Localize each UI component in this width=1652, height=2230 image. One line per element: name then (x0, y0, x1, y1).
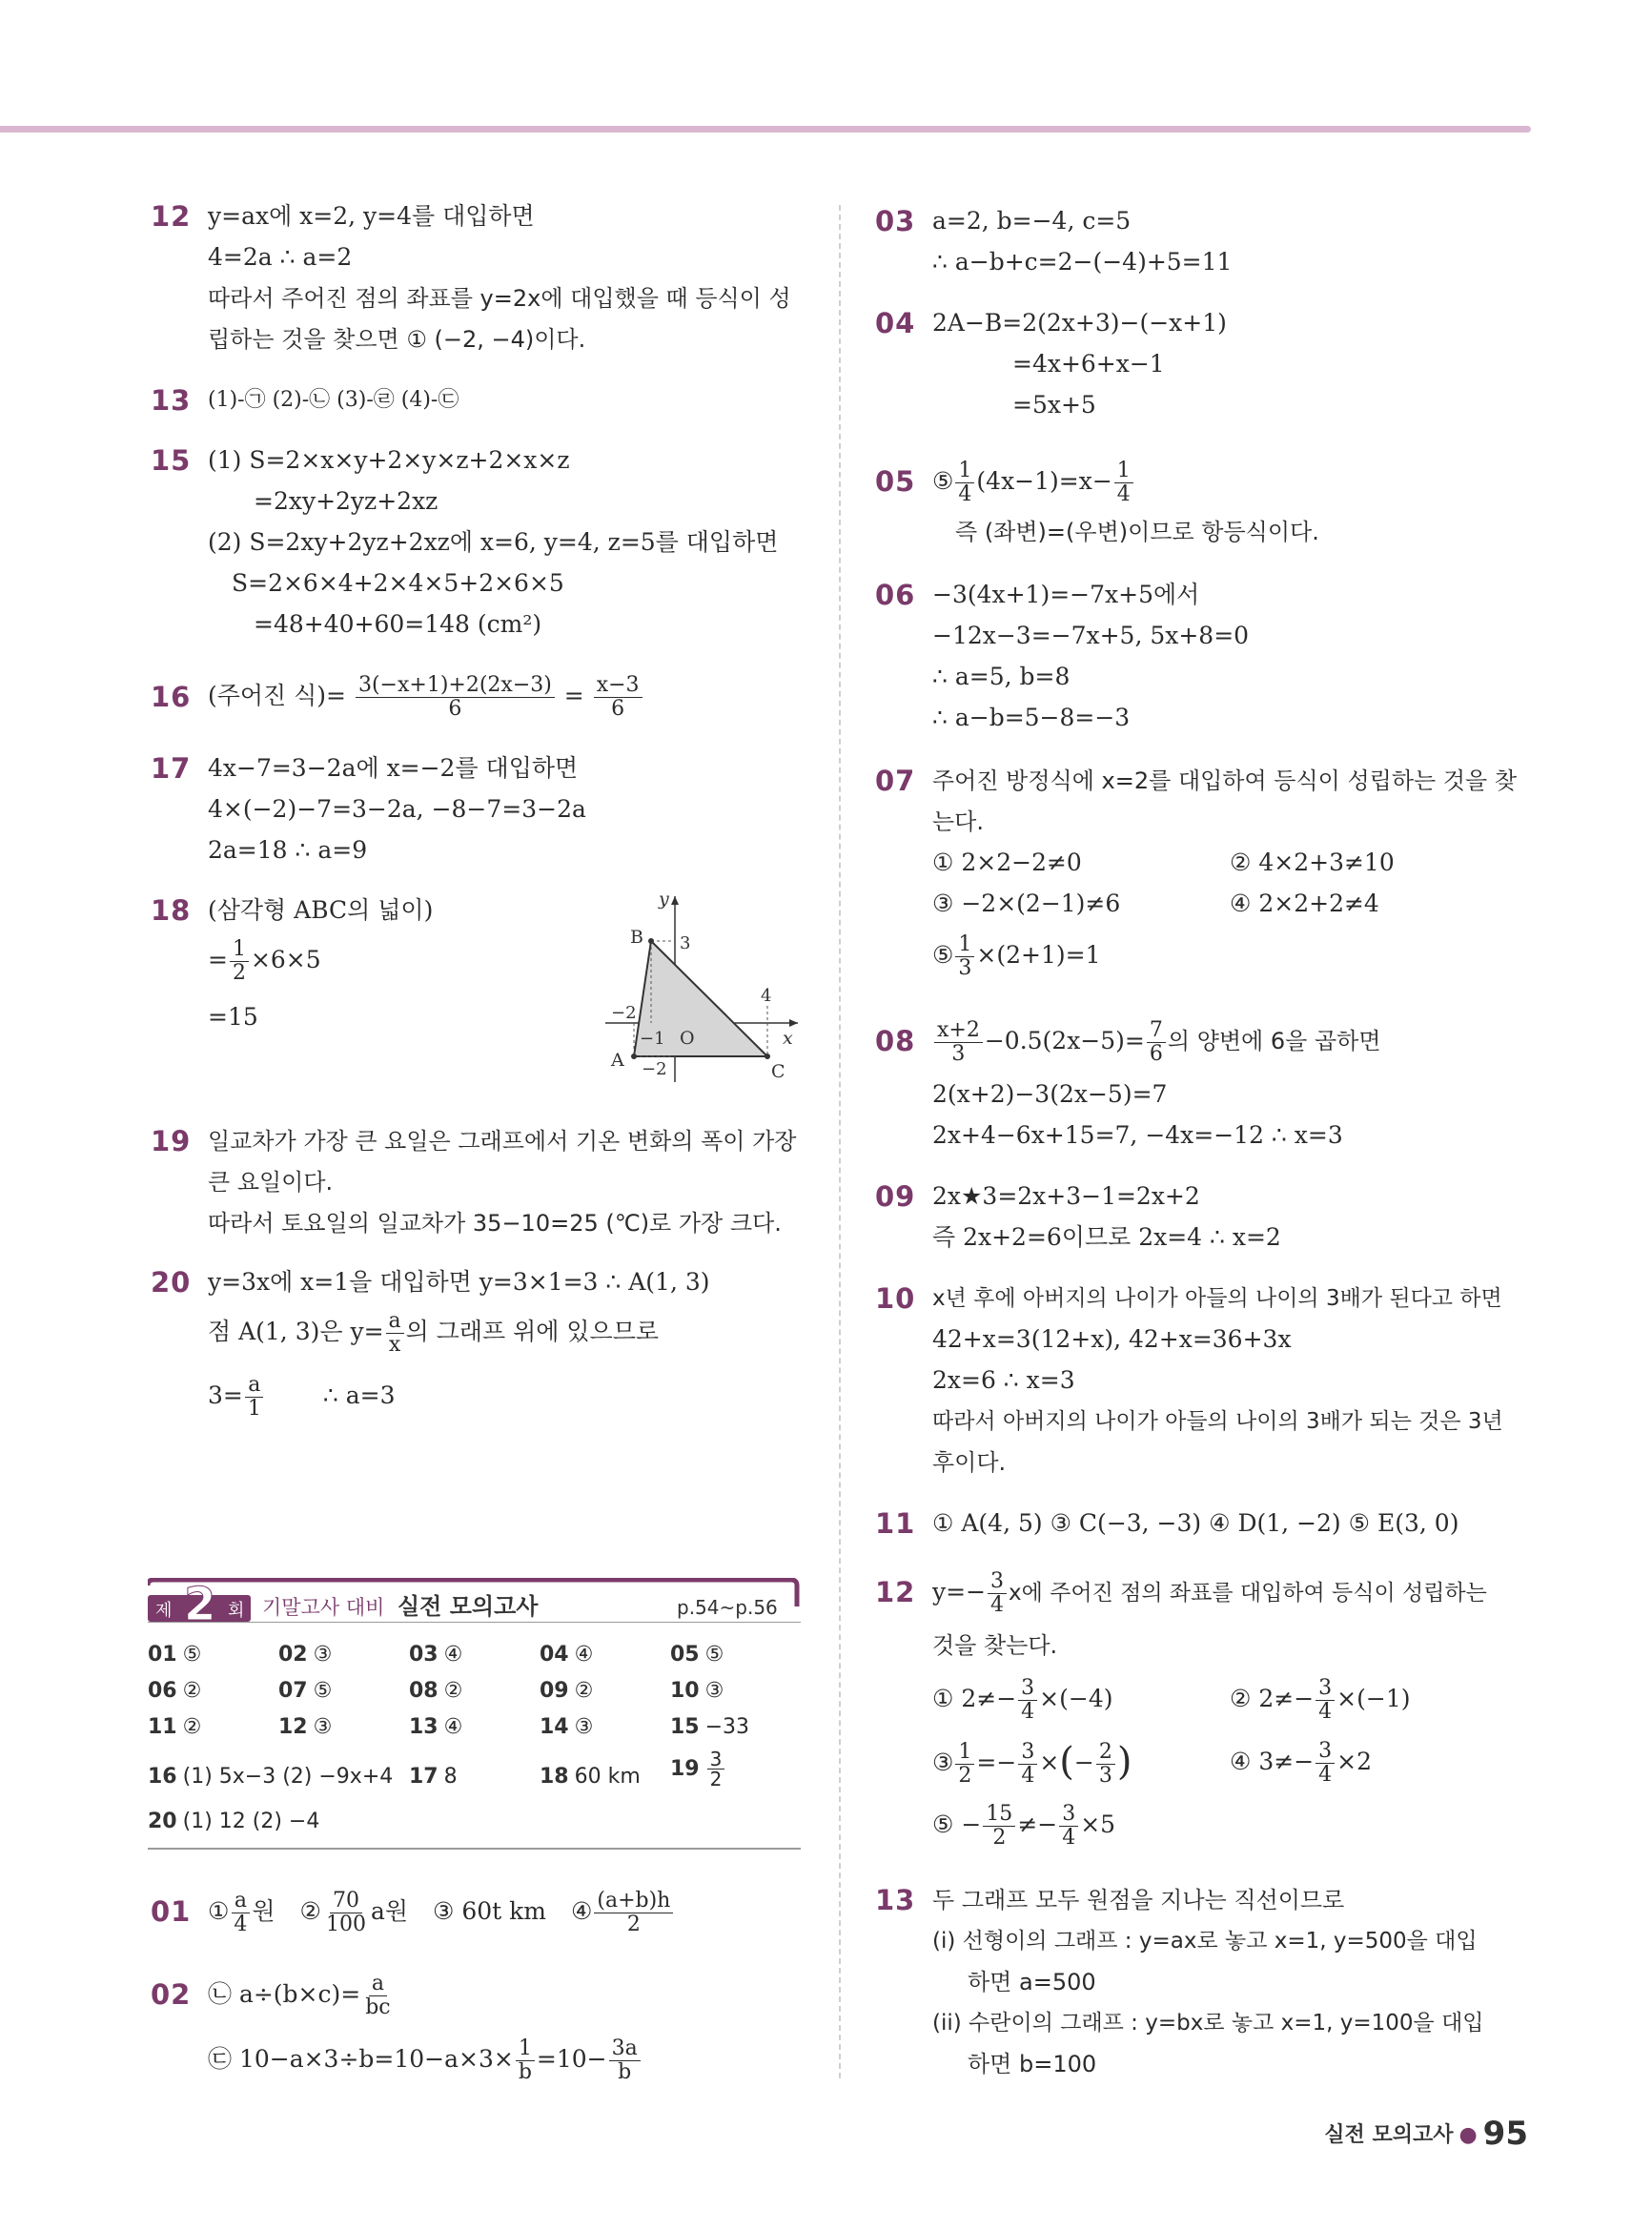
solution-line: ① A(4, 5) ③ C(−3, −3) ④ D(1, −2) ⑤ E(3, 0) (932, 1509, 1459, 1537)
solution-line: ∴ a=5, b=8 (932, 663, 1071, 690)
fraction: $\frac{1}{4}$ (1114, 460, 1133, 506)
fraction: $\frac{3}{4}$ (1315, 1740, 1335, 1787)
tick-label: 3 (680, 933, 691, 953)
fraction (230, 938, 249, 985)
choice: ③ −2×(2−1)≠6 (932, 890, 1121, 917)
solution-line: 따라서 토요일의 일교차가 35−10=25 (℃)로 가장 크다. (208, 1210, 782, 1237)
answer-item: 01 ⑤ (148, 1643, 202, 1667)
solution-line (208, 2031, 642, 2088)
fraction (594, 674, 642, 721)
text: ② (299, 1897, 321, 1925)
exam-title: 실전 모의고사 (398, 1593, 539, 1620)
problem-number: 18 (151, 894, 192, 927)
answer-item: 20 (1) 12 (2) −4 (148, 1810, 320, 1833)
paren-open: ( (1059, 1740, 1074, 1784)
fraction: $\frac{3a}{b}$ (609, 2037, 641, 2084)
triangle-graph (596, 891, 810, 1087)
answer-item: 08 ② (409, 1679, 463, 1703)
answer-item: 05 ⑤ (670, 1643, 724, 1667)
answer-item: 07 ⑤ (278, 1679, 333, 1703)
exam-pages: p.54~p.56 (677, 1596, 778, 1619)
solution-line: y=ax에 x=2, y=4를 대입하면 (208, 202, 535, 230)
text: 의 그래프 위에 있으므로 (405, 1318, 659, 1345)
choice: ① 2×2−2≠0 (932, 849, 1082, 876)
choice (1230, 1733, 1372, 1790)
fraction: $\frac{70}{100}$ (325, 1889, 366, 1936)
x-axis-label: x (783, 1028, 793, 1049)
solution-line: =48+40+60=148 (cm²) (254, 610, 542, 638)
fraction: $\frac{3}{4}$ (1018, 1741, 1037, 1788)
page-footer (1324, 2115, 1528, 2153)
solution-line: 하면 a=500 (968, 1969, 1096, 1995)
solution-line: 4×(−2)−7=3−2a, −8−7=3−2a (208, 795, 586, 823)
text: ∴ a=3 (322, 1381, 396, 1409)
choice: ④ 2×2+2≠4 (1230, 890, 1379, 917)
solution-line: 후이다. (932, 1449, 1007, 1476)
text: ㉡ a÷(b×c)= (208, 1980, 361, 2008)
problem-number: 12 (875, 1576, 916, 1608)
denominator: 6 (448, 697, 462, 721)
fraction: $\frac{a}{bc}$ (365, 1972, 391, 2019)
answer-item: 17 8 (409, 1765, 458, 1789)
denominator: 6 (611, 697, 625, 721)
problem-number: 19 (151, 1125, 192, 1157)
text: ×(−1) (1336, 1685, 1411, 1712)
text: =10− (536, 2045, 607, 2073)
solution-line: 는다. (932, 808, 984, 835)
solution-line: 따라서 주어진 점의 좌표를 y=2x에 대입했을 때 등식이 성 (208, 285, 791, 312)
fraction (245, 1374, 264, 1421)
fraction: $\frac{1}{2}$ (955, 1741, 974, 1788)
y-axis-arrow-icon (671, 896, 679, 905)
fraction (386, 1310, 404, 1357)
text: ×(2+1)=1 (976, 941, 1101, 969)
text: ×5 (1080, 1811, 1116, 1838)
paren-close: ) (1116, 1740, 1132, 1784)
solution-line: 2a=18 ∴ a=9 (208, 836, 368, 864)
problem-number: 07 (875, 765, 916, 797)
solution-line: 즉 (좌변)=(우변)이므로 항등식이다. (955, 519, 1319, 545)
solution-line: 것을 찾는다. (932, 1632, 1058, 1659)
fraction: $\frac{1}{3}$ (955, 933, 974, 980)
problem-number: 06 (875, 579, 916, 611)
solution-line: ∴ a−b+c=2−(−4)+5=11 (932, 248, 1233, 276)
round-number: 2 (184, 1578, 216, 1622)
solution-line (208, 932, 321, 988)
exam-subtitle: 기말고사 대비 (262, 1596, 385, 1619)
text: − (1073, 1749, 1094, 1776)
solution-line (208, 1883, 675, 1940)
solution-line: a=2, b=−4, c=5 (932, 207, 1132, 235)
solution-line: 42+x=3(12+x), 42+x=36+3x (932, 1325, 1292, 1353)
text: x에 주어진 점의 좌표를 대입하여 등식이 성립하는 (1009, 1581, 1487, 1606)
fraction: $\frac{x+2}{3}$ (934, 1019, 983, 1066)
text: 원 (252, 1897, 275, 1925)
solution-line: =5x+5 (1012, 391, 1096, 419)
answer-item: 12 ③ (278, 1715, 333, 1739)
footer-title: 실전 모의고사 (1324, 2123, 1454, 2147)
fraction: $\frac{1}{b}$ (516, 2037, 535, 2084)
divider (148, 1622, 801, 1623)
text: ⑤ (932, 467, 954, 495)
solution-line: 2A−B=2(2x+3)−(−x+1) (932, 309, 1227, 337)
page-number: 95 (1482, 2115, 1528, 2153)
solution-line: (삼각형 ABC의 넓이) (208, 896, 434, 924)
solution-line: 2(x+2)−3(2x−5)=7 (932, 1080, 1168, 1108)
fraction: $\frac{2}{3}$ (1096, 1741, 1115, 1788)
text: 의 양변에 6을 곱하면 (1167, 1028, 1381, 1054)
problem-number: 12 (151, 200, 192, 233)
text: ⑤ (932, 941, 954, 969)
solution-line (208, 1304, 659, 1360)
text: a원 (370, 1897, 409, 1925)
solution-line: x년 후에 아버지의 나이가 아들의 나이의 3배가 된다고 하면 (932, 1286, 1502, 1311)
numerator: x−3 (594, 674, 642, 698)
round-label: 제 (155, 1601, 173, 1621)
problem-number: 04 (875, 307, 916, 339)
text: ㉢ 10−a×3÷b=10−a×3× (208, 2045, 514, 2073)
point-label-c: C (771, 1061, 785, 1082)
solution-line: 2x★3=2x+3−1=2x+2 (932, 1182, 1200, 1210)
solution-line: −3(4x+1)=−7x+5에서 (932, 581, 1200, 608)
fraction: $\frac{a}{4}$ (231, 1890, 250, 1936)
answer-item: 13 ④ (409, 1715, 463, 1739)
solution-line (932, 1013, 1381, 1070)
fraction: $\frac{7}{6}$ (1147, 1019, 1166, 1066)
numerator: a (245, 1374, 263, 1398)
x-axis-arrow-icon (789, 1019, 798, 1027)
fraction (356, 674, 555, 721)
divider (148, 1848, 801, 1850)
problem-number: 13 (875, 1884, 916, 1916)
answer-item: 04 ④ (540, 1643, 594, 1667)
solution-line (208, 1966, 396, 2023)
text: ⑤ − (932, 1811, 982, 1838)
text: (주어진 식)= (208, 682, 347, 709)
text: × (1039, 1749, 1060, 1776)
fraction: $\frac{3}{4}$ (1315, 1677, 1335, 1724)
solution-line: (1)-㉠ (2)-㉡ (3)-㉣ (4)-㉢ (208, 388, 459, 412)
denominator: 2 (232, 961, 246, 985)
solution-line: 하면 b=100 (968, 2051, 1097, 2077)
answer-item: 03 ④ (409, 1643, 463, 1667)
point-b (648, 938, 654, 944)
problem-number: 10 (875, 1282, 916, 1315)
solution-line: 2x=6 ∴ x=3 (932, 1366, 1075, 1394)
answer-item: 16 (1) 5x−3 (2) −9x+4 (148, 1765, 394, 1789)
problem-number: 15 (151, 444, 192, 477)
solution-line: y=3x에 x=1을 대입하면 y=3×1=3 ∴ A(1, 3) (208, 1268, 710, 1296)
choice (932, 927, 1101, 984)
problem-number: 20 (151, 1266, 192, 1299)
bullet-icon: ● (1458, 2123, 1478, 2147)
point-label-a: A (611, 1050, 624, 1071)
choice (932, 1796, 1115, 1853)
fraction: $\frac{15}{2}$ (983, 1803, 1015, 1850)
choice (1230, 1670, 1410, 1728)
text: ×(−4) (1039, 1685, 1113, 1712)
point-c (765, 1054, 770, 1059)
text: y=− (932, 1578, 987, 1606)
problem-number: 16 (151, 681, 192, 713)
solution-line: S=2×6×4+2×4×5+2×6×5 (232, 569, 564, 597)
answer-item: 19 $\frac{3}{2}$ (670, 1749, 726, 1789)
solution-line: =15 (208, 1003, 258, 1031)
text: ① 2≠− (932, 1685, 1017, 1712)
tick-label: −2 (611, 1003, 637, 1023)
text: ④ 3≠− (1230, 1748, 1315, 1775)
solution-line: (i) 선형이의 그래프 : y=ax로 놓고 x=1, y=500을 대입 (932, 1929, 1478, 1954)
answer-item: 06 ② (148, 1679, 202, 1703)
solution-line: 따라서 아버지의 나이가 아들의 나이의 3배가 되는 것은 3년 (932, 1409, 1503, 1434)
fraction: $\frac{3}{4}$ (988, 1570, 1007, 1617)
solution-line: −12x−3=−7x+5, 5x+8=0 (932, 622, 1250, 649)
fraction: $\frac{1}{4}$ (955, 460, 974, 506)
text: =− (976, 1749, 1017, 1776)
problem-number: 13 (151, 384, 192, 417)
problem-number: 02 (151, 1978, 192, 2011)
solution-line: 두 그래프 모두 원점을 지나는 직선이므로 (932, 1887, 1345, 1913)
numerator: 3(−x+1)+2(2x−3) (356, 674, 555, 698)
text: 점 A(1, 3)은 y= (208, 1318, 384, 1345)
text: ×6×5 (250, 946, 321, 973)
problem-number: 09 (875, 1180, 916, 1213)
problem-number: 03 (875, 205, 916, 237)
text: ③ (932, 1749, 954, 1776)
denominator: 1 (247, 1397, 261, 1421)
text: ③ 60t km (432, 1897, 546, 1925)
text: −0.5(2x−5)= (984, 1027, 1145, 1054)
solution-line: =2xy+2yz+2xz (254, 487, 438, 515)
solution-line: 주어진 방정식에 x=2를 대입하여 등식이 성립하는 것을 찾 (932, 767, 1518, 794)
solution-line (208, 667, 644, 725)
round-suffix: 회 (228, 1601, 245, 1621)
solution-line: 일교차가 가장 큰 요일은 그래프에서 기온 변화의 폭이 가장 (208, 1128, 797, 1155)
text: = (563, 682, 584, 709)
tick-label: 4 (761, 986, 772, 1006)
solution-line: ∴ a−b=5−8=−3 (932, 704, 1131, 731)
choice: ② 4×2+3≠10 (1230, 849, 1395, 876)
answer-item: 02 ③ (278, 1643, 333, 1667)
solution-line: 립하는 것을 찾으면 ① (−2, −4)이다. (208, 326, 586, 353)
origin-label: O (680, 1028, 695, 1049)
column-divider (839, 205, 841, 2078)
problem-number: 11 (875, 1507, 916, 1540)
solution-line: 즉 2x+2=6이므로 2x=4 ∴ x=2 (932, 1223, 1281, 1251)
text: (4x−1)=x− (976, 467, 1112, 495)
answer-item: 11 ② (148, 1715, 202, 1739)
solution-line: 2x+4−6x+15=7, −4x=−12 ∴ x=3 (932, 1121, 1343, 1149)
choice (932, 1670, 1112, 1728)
tick-label: −1 (640, 1029, 665, 1049)
numerator: a (386, 1310, 404, 1334)
denominator: x (388, 1333, 401, 1357)
solution-line (932, 1564, 1487, 1622)
answer-item: 15 −33 (670, 1715, 750, 1739)
text: ① (208, 1897, 230, 1925)
text: ④ (570, 1897, 593, 1925)
answer-item: 09 ② (540, 1679, 594, 1703)
problem-number: 08 (875, 1025, 916, 1057)
text: ×2 (1336, 1748, 1373, 1775)
y-axis-label: y (659, 891, 669, 910)
solution-line: 4=2a ∴ a=2 (208, 243, 353, 271)
fraction: $\frac{3}{2}$ (707, 1749, 725, 1789)
solution-line: 4x−7=3−2a에 x=−2를 대입하면 (208, 754, 579, 782)
text: ≠− (1017, 1811, 1058, 1838)
fraction: $\frac{3}{4}$ (1059, 1803, 1078, 1850)
problem-number: 17 (151, 752, 192, 785)
answer-item: 10 ③ (670, 1679, 724, 1703)
answer-item: 14 ③ (540, 1715, 594, 1739)
point-label-b: B (630, 927, 643, 948)
text: ② 2≠− (1230, 1685, 1315, 1712)
solution-line (208, 1368, 395, 1423)
solution-line (932, 453, 1135, 510)
header-rule (0, 126, 1531, 133)
answer-item: 18 60 km (540, 1765, 641, 1789)
solution-line: (ii) 수란이의 그래프 : y=bx로 놓고 x=1, y=100을 대입 (932, 2011, 1484, 2036)
choice (932, 1733, 1132, 1791)
problem-number: 01 (151, 1895, 192, 1928)
problem-number: 05 (875, 465, 916, 498)
fraction: $\frac{3}{4}$ (1018, 1677, 1037, 1724)
numerator: 1 (230, 938, 249, 962)
point-a (631, 1054, 637, 1059)
tick-label: −2 (642, 1059, 667, 1079)
text: 3= (208, 1381, 243, 1409)
fraction: $\frac{(a+b)h}{2}$ (594, 1890, 673, 1936)
solution-line: 큰 요일이다. (208, 1169, 334, 1196)
solution-line: (2) S=2xy+2yz+2xz에 x=6, y=4, z=5를 대입하면 (208, 528, 779, 556)
solution-line: =4x+6+x−1 (1012, 350, 1165, 378)
text: = (208, 946, 228, 973)
solution-line: (1) S=2×x×y+2×y×z+2×x×z (208, 446, 570, 474)
answer-key-banner (148, 1578, 801, 1622)
